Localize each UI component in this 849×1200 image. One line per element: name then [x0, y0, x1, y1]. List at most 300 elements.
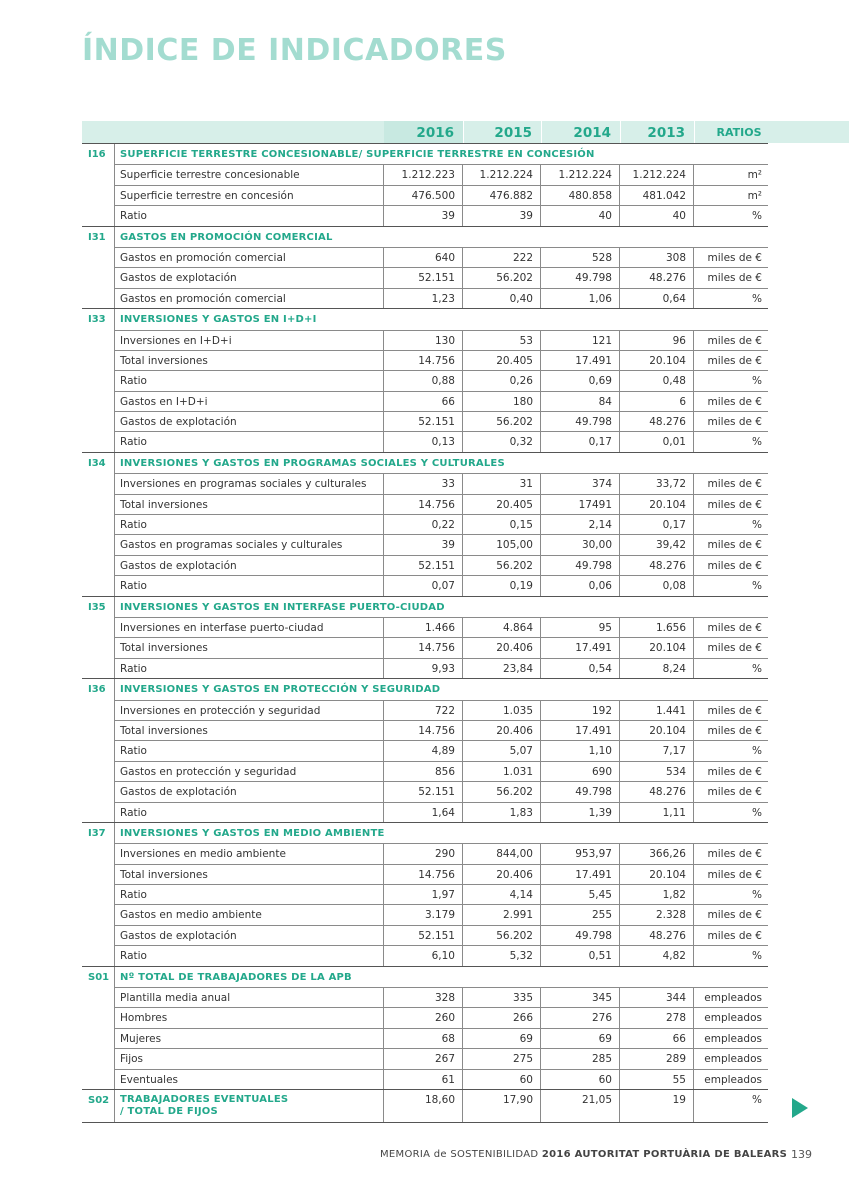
row-label: Total inversiones: [115, 638, 384, 657]
value-2013: 48.276: [620, 782, 694, 801]
row-label: Hombres: [115, 1008, 384, 1027]
value-2015: 476.882: [463, 186, 541, 205]
row-label: Ratio: [115, 946, 384, 965]
value-2015: 20.405: [463, 495, 541, 514]
unit: miles de €: [707, 621, 762, 634]
unit: m²: [747, 169, 762, 182]
value-2013: 39,42: [620, 535, 694, 554]
row-label: Gastos en programas sociales y culturales: [115, 535, 384, 554]
value-2015: 56.202: [463, 268, 541, 287]
table-row: [82, 720, 768, 740]
code-spacer: [82, 843, 115, 863]
code-spacer: [82, 987, 115, 1007]
value-2013: 1.656: [620, 618, 694, 637]
code-spacer: [82, 781, 115, 801]
next-page-arrow-icon: [792, 1098, 808, 1118]
code-spacer: [82, 575, 115, 595]
row-label: Total inversiones: [115, 865, 384, 884]
code-spacer: [82, 494, 115, 514]
unit: miles de €: [707, 498, 762, 511]
value-2016: 52.151: [384, 268, 463, 287]
value-2014: 17.491: [541, 638, 620, 657]
row-label: Inversiones en interfase puerto-ciudad: [115, 618, 384, 637]
row-cells: [115, 864, 768, 884]
section-title: INVERSIONES Y GASTOS EN INTERFASE PUERTO-CIUDAD: [120, 601, 445, 613]
value-2014: 84: [541, 392, 620, 411]
row-label: Ratio: [115, 803, 384, 822]
value-2014: 49.798: [541, 556, 620, 575]
indicators-table: [82, 143, 768, 1123]
row-cells: [115, 904, 768, 924]
value-2015: 0,19: [463, 576, 541, 595]
table-row: [82, 575, 768, 595]
value-2013: 66: [620, 1029, 694, 1048]
section-code: I36: [82, 679, 115, 699]
value-2015: 2.991: [463, 905, 541, 924]
value-2016: 4,89: [384, 741, 463, 760]
section-title: INVERSIONES Y GASTOS EN I+D+I: [120, 314, 317, 326]
value-2014: 17.491: [541, 865, 620, 884]
section-header: [82, 679, 768, 699]
unit: miles de €: [707, 724, 762, 737]
section-i35: [82, 596, 768, 679]
row-label: Total inversiones: [115, 495, 384, 514]
header-year-2016: 2016: [384, 121, 463, 143]
unit: %: [752, 436, 762, 449]
row-label: Gastos en I+D+i: [115, 392, 384, 411]
code-spacer: [82, 864, 115, 884]
table-row: [82, 1028, 768, 1048]
value-2015: 23,84: [463, 659, 541, 678]
page-number: 139: [791, 1148, 812, 1161]
row-label: Inversiones en programas sociales y culturales: [115, 474, 384, 493]
row-cells: [115, 431, 768, 451]
value-2015: 39: [463, 206, 541, 225]
unit: empleados: [704, 1012, 762, 1025]
code-spacer: [82, 802, 115, 822]
unit: miles de €: [707, 272, 762, 285]
row-cells: [115, 247, 768, 267]
row-cells: [115, 534, 768, 554]
value-2013: 20.104: [620, 638, 694, 657]
value-2015: 20.405: [463, 351, 541, 370]
unit: %: [752, 745, 762, 758]
code-spacer: [82, 431, 115, 451]
value-2013: 55: [620, 1070, 694, 1089]
value-2016: 9,93: [384, 659, 463, 678]
value-2013: 6: [620, 392, 694, 411]
value-2013: 96: [620, 331, 694, 350]
row-cells: [115, 411, 768, 431]
value-2016: 52.151: [384, 412, 463, 431]
unit: miles de €: [707, 416, 762, 429]
value-2015: 20.406: [463, 638, 541, 657]
value-2014: 2,14: [541, 515, 620, 534]
row-label: Inversiones en medio ambiente: [115, 844, 384, 863]
table-row: [82, 534, 768, 554]
section-code: I31: [82, 227, 115, 247]
section-header: [82, 227, 768, 247]
row-cells: [115, 350, 768, 370]
section-title: INVERSIONES Y GASTOS EN PROGRAMAS SOCIALES Y CULTURALES: [120, 457, 505, 469]
value-2013: 308: [620, 248, 694, 267]
row-cells: [115, 391, 768, 411]
row-cells: [115, 555, 768, 575]
table-row: [82, 843, 768, 863]
section-title: [115, 1090, 384, 1122]
row-cells: [115, 637, 768, 657]
header-divider: [463, 121, 464, 143]
value-2013: 20.104: [620, 495, 694, 514]
row-cells: [115, 1048, 768, 1068]
value-2014: 255: [541, 905, 620, 924]
section-code: I35: [82, 597, 115, 617]
table-row: [82, 330, 768, 350]
row-cells: [115, 658, 768, 678]
header-year-2013: 2013: [647, 125, 685, 141]
code-spacer: [82, 205, 115, 225]
table-row: [82, 185, 768, 205]
value-2013: 48.276: [620, 412, 694, 431]
unit: %: [752, 375, 762, 388]
value-2015: 5,32: [463, 946, 541, 965]
row-label: Gastos de explotación: [115, 926, 384, 945]
value-2014: 285: [541, 1049, 620, 1068]
unit: empleados: [704, 1053, 762, 1066]
section-s02: [82, 1089, 768, 1123]
row-cells: [115, 575, 768, 595]
row-label: Ratio: [115, 741, 384, 760]
value-2016: 39: [384, 206, 463, 225]
code-spacer: [82, 904, 115, 924]
row-label: Inversiones en protección y seguridad: [115, 701, 384, 720]
table-row: [82, 904, 768, 924]
code-spacer: [82, 945, 115, 965]
table-row: [82, 164, 768, 184]
table-row: [82, 473, 768, 493]
table-row: [82, 1007, 768, 1027]
value-2015: 1.035: [463, 701, 541, 720]
row-cells: [115, 843, 768, 863]
value-2016: 68: [384, 1029, 463, 1048]
value-2013: 1.441: [620, 701, 694, 720]
value-2014: 5,45: [541, 885, 620, 904]
value-2015: 4.864: [463, 618, 541, 637]
value-2016: 1.466: [384, 618, 463, 637]
unit: miles de €: [707, 704, 762, 717]
code-spacer: [82, 1028, 115, 1048]
footer-organization: 2016 AUTORITAT PORTUÀRIA DE BALEARS: [541, 1149, 788, 1160]
value-2016: 1,64: [384, 803, 463, 822]
section-i37: [82, 822, 768, 966]
value-2016: 39: [384, 535, 463, 554]
code-spacer: [82, 247, 115, 267]
row-label: Gastos de explotación: [115, 556, 384, 575]
row-cells: [115, 185, 768, 205]
value-2014: 953,97: [541, 844, 620, 863]
code-spacer: [82, 1048, 115, 1068]
value-2014: 49.798: [541, 268, 620, 287]
value-2013: 33,72: [620, 474, 694, 493]
row-label: Ratio: [115, 206, 384, 225]
row-label: Inversiones en I+D+i: [115, 331, 384, 350]
value-2013: 20.104: [620, 865, 694, 884]
table-row: [82, 945, 768, 965]
section-header: [82, 144, 768, 164]
unit: miles de €: [707, 334, 762, 347]
value-2016: 722: [384, 701, 463, 720]
value-2014: 374: [541, 474, 620, 493]
header-divider: [694, 121, 695, 143]
code-spacer: [82, 658, 115, 678]
table-row: [82, 617, 768, 637]
section-title: Nº TOTAL DE TRABAJADORES DE LA APB: [120, 971, 352, 983]
value-2013: 1,11: [620, 803, 694, 822]
value-2015: 105,00: [463, 535, 541, 554]
section-header: [82, 967, 768, 987]
table-row: [82, 288, 768, 308]
value-2015: 4,14: [463, 885, 541, 904]
code-spacer: [82, 514, 115, 534]
row-label: Superficie terrestre concesionable: [115, 165, 384, 184]
header-year-2014: 2014: [573, 125, 611, 141]
value-2013: 48.276: [620, 556, 694, 575]
value-2014: 17.491: [541, 351, 620, 370]
section-header: [82, 823, 768, 843]
value-2015: 69: [463, 1029, 541, 1048]
code-spacer: [82, 1007, 115, 1027]
value-2015: 844,00: [463, 844, 541, 863]
row-cells: [115, 205, 768, 225]
row-cells: [115, 761, 768, 781]
table-row: [82, 864, 768, 884]
value-2015: 56.202: [463, 556, 541, 575]
value-2015: 335: [463, 988, 541, 1007]
value-2013: 48.276: [620, 926, 694, 945]
code-spacer: [82, 473, 115, 493]
value-2013: 0,08: [620, 576, 694, 595]
code-spacer: [82, 350, 115, 370]
row-label: Plantilla media anual: [115, 988, 384, 1007]
section-i36: [82, 678, 768, 822]
value-2016: 328: [384, 988, 463, 1007]
value-2015: 56.202: [463, 412, 541, 431]
row-label: Total inversiones: [115, 351, 384, 370]
row-label: Ratio: [115, 659, 384, 678]
code-spacer: [82, 555, 115, 575]
unit: miles de €: [707, 395, 762, 408]
header-divider: [541, 121, 542, 143]
row-label: Mujeres: [115, 1029, 384, 1048]
value-2015: 222: [463, 248, 541, 267]
table-row: [82, 205, 768, 225]
unit: miles de €: [707, 929, 762, 942]
row-cells: [115, 330, 768, 350]
value-2015: 1,83: [463, 803, 541, 822]
value-2016: 0,22: [384, 515, 463, 534]
value-2014: 121: [541, 331, 620, 350]
row-cells: [115, 164, 768, 184]
value-2013: 8,24: [620, 659, 694, 678]
section-code: S02: [82, 1090, 115, 1122]
value-2013: 2.328: [620, 905, 694, 924]
code-spacer: [82, 740, 115, 760]
value-2016: 14.756: [384, 721, 463, 740]
value-2016: 14.756: [384, 351, 463, 370]
code-spacer: [82, 1069, 115, 1089]
value-2013: 7,17: [620, 741, 694, 760]
code-spacer: [82, 330, 115, 350]
row-label: Ratio: [115, 371, 384, 390]
value-2016: 130: [384, 331, 463, 350]
value-2014: 192: [541, 701, 620, 720]
section-title: GASTOS EN PROMOCIÓN COMERCIAL: [120, 231, 333, 243]
unit: miles de €: [707, 478, 762, 491]
section-i34: [82, 452, 768, 596]
unit: empleados: [704, 1032, 762, 1045]
table-row: [82, 761, 768, 781]
unit: %: [752, 580, 762, 593]
value-2014: 69: [541, 1029, 620, 1048]
value-2013: 289: [620, 1049, 694, 1068]
unit: miles de €: [707, 354, 762, 367]
header-year-2015: 2015: [494, 125, 532, 141]
row-label: Gastos de explotación: [115, 782, 384, 801]
value-2015: 0,15: [463, 515, 541, 534]
value-2013: 366,26: [620, 844, 694, 863]
table-row: [82, 247, 768, 267]
table-row: [82, 350, 768, 370]
row-label: Gastos en promoción comercial: [115, 289, 384, 308]
value-2013: 481.042: [620, 186, 694, 205]
section-code: I34: [82, 453, 115, 473]
value-2014: 528: [541, 248, 620, 267]
value-2016: 14.756: [384, 865, 463, 884]
row-label: Ratio: [115, 885, 384, 904]
value-2014: 21,05: [541, 1090, 620, 1122]
code-spacer: [82, 637, 115, 657]
value-2014: 60: [541, 1070, 620, 1089]
row-cells: [115, 267, 768, 287]
row-cells: [115, 473, 768, 493]
row-cells: [115, 987, 768, 1007]
unit: miles de €: [707, 765, 762, 778]
value-2013: 4,82: [620, 946, 694, 965]
unit: miles de €: [707, 848, 762, 861]
value-2016: 18,60: [384, 1090, 463, 1122]
value-2014: 17.491: [541, 721, 620, 740]
unit: empleados: [704, 992, 762, 1005]
value-2015: 20.406: [463, 865, 541, 884]
row-label: Ratio: [115, 576, 384, 595]
table-row: [82, 884, 768, 904]
unit: miles de €: [707, 786, 762, 799]
row-label: Eventuales: [115, 1070, 384, 1089]
code-spacer: [82, 391, 115, 411]
value-2016: 61: [384, 1070, 463, 1089]
value-2014: 1,39: [541, 803, 620, 822]
unit: empleados: [704, 1073, 762, 1086]
code-spacer: [82, 370, 115, 390]
value-2016: 1,97: [384, 885, 463, 904]
value-2015: 180: [463, 392, 541, 411]
section-code: I33: [82, 309, 115, 329]
value-2014: 1,10: [541, 741, 620, 760]
table-row: [82, 555, 768, 575]
section-i33: [82, 308, 768, 452]
code-spacer: [82, 720, 115, 740]
table-row: [82, 411, 768, 431]
row-label: Fijos: [115, 1049, 384, 1068]
row-label: Total inversiones: [115, 721, 384, 740]
code-spacer: [82, 884, 115, 904]
footer-report-name: MEMORIA de SOSTENIBILIDAD: [380, 1149, 539, 1160]
value-2016: 856: [384, 762, 463, 781]
unit: %: [752, 1093, 762, 1106]
value-2014: 345: [541, 988, 620, 1007]
footer: [380, 1149, 787, 1160]
value-2013: 1,82: [620, 885, 694, 904]
section-header: [82, 453, 768, 473]
row-cells: [115, 1069, 768, 1089]
value-2016: 476.500: [384, 186, 463, 205]
unit: %: [752, 519, 762, 532]
table-row: [82, 1069, 768, 1089]
section-title: SUPERFICIE TERRESTRE CONCESIONABLE/ SUPERFICIE TERRESTRE EN CONCESIÓN: [120, 149, 595, 160]
value-2013: 40: [620, 206, 694, 225]
page-title: ÍNDICE DE INDICADORES: [82, 33, 507, 68]
value-2013: 0,01: [620, 432, 694, 451]
table-row: [82, 987, 768, 1007]
value-2016: 1.212.223: [384, 165, 463, 184]
value-2016: 1,23: [384, 289, 463, 308]
value-2016: 52.151: [384, 556, 463, 575]
value-2014: 0,69: [541, 371, 620, 390]
value-2014: 17491: [541, 495, 620, 514]
unit: miles de €: [707, 559, 762, 572]
unit: %: [752, 950, 762, 963]
row-label: Gastos en protección y seguridad: [115, 762, 384, 781]
row-cells: [115, 720, 768, 740]
unit: m²: [747, 189, 762, 202]
table-row: [82, 637, 768, 657]
section-header: [82, 309, 768, 329]
table-row: [82, 1048, 768, 1068]
value-2016: 14.756: [384, 638, 463, 657]
code-spacer: [82, 617, 115, 637]
table-row: [82, 700, 768, 720]
row-cells: [115, 494, 768, 514]
value-2015: 5,07: [463, 741, 541, 760]
value-2015: 266: [463, 1008, 541, 1027]
value-2013: 19: [620, 1090, 694, 1122]
value-2013: 48.276: [620, 268, 694, 287]
row-cells: [115, 781, 768, 801]
value-2014: 0,51: [541, 946, 620, 965]
value-2013: 20.104: [620, 351, 694, 370]
row-cells: [115, 700, 768, 720]
value-2015: 0,26: [463, 371, 541, 390]
unit: miles de €: [707, 251, 762, 264]
row-cells: [115, 925, 768, 945]
code-spacer: [82, 185, 115, 205]
unit: miles de €: [707, 909, 762, 922]
table-row: [82, 658, 768, 678]
value-2015: 275: [463, 1049, 541, 1068]
value-2016: 14.756: [384, 495, 463, 514]
section-code: I37: [82, 823, 115, 843]
table-row: [82, 370, 768, 390]
